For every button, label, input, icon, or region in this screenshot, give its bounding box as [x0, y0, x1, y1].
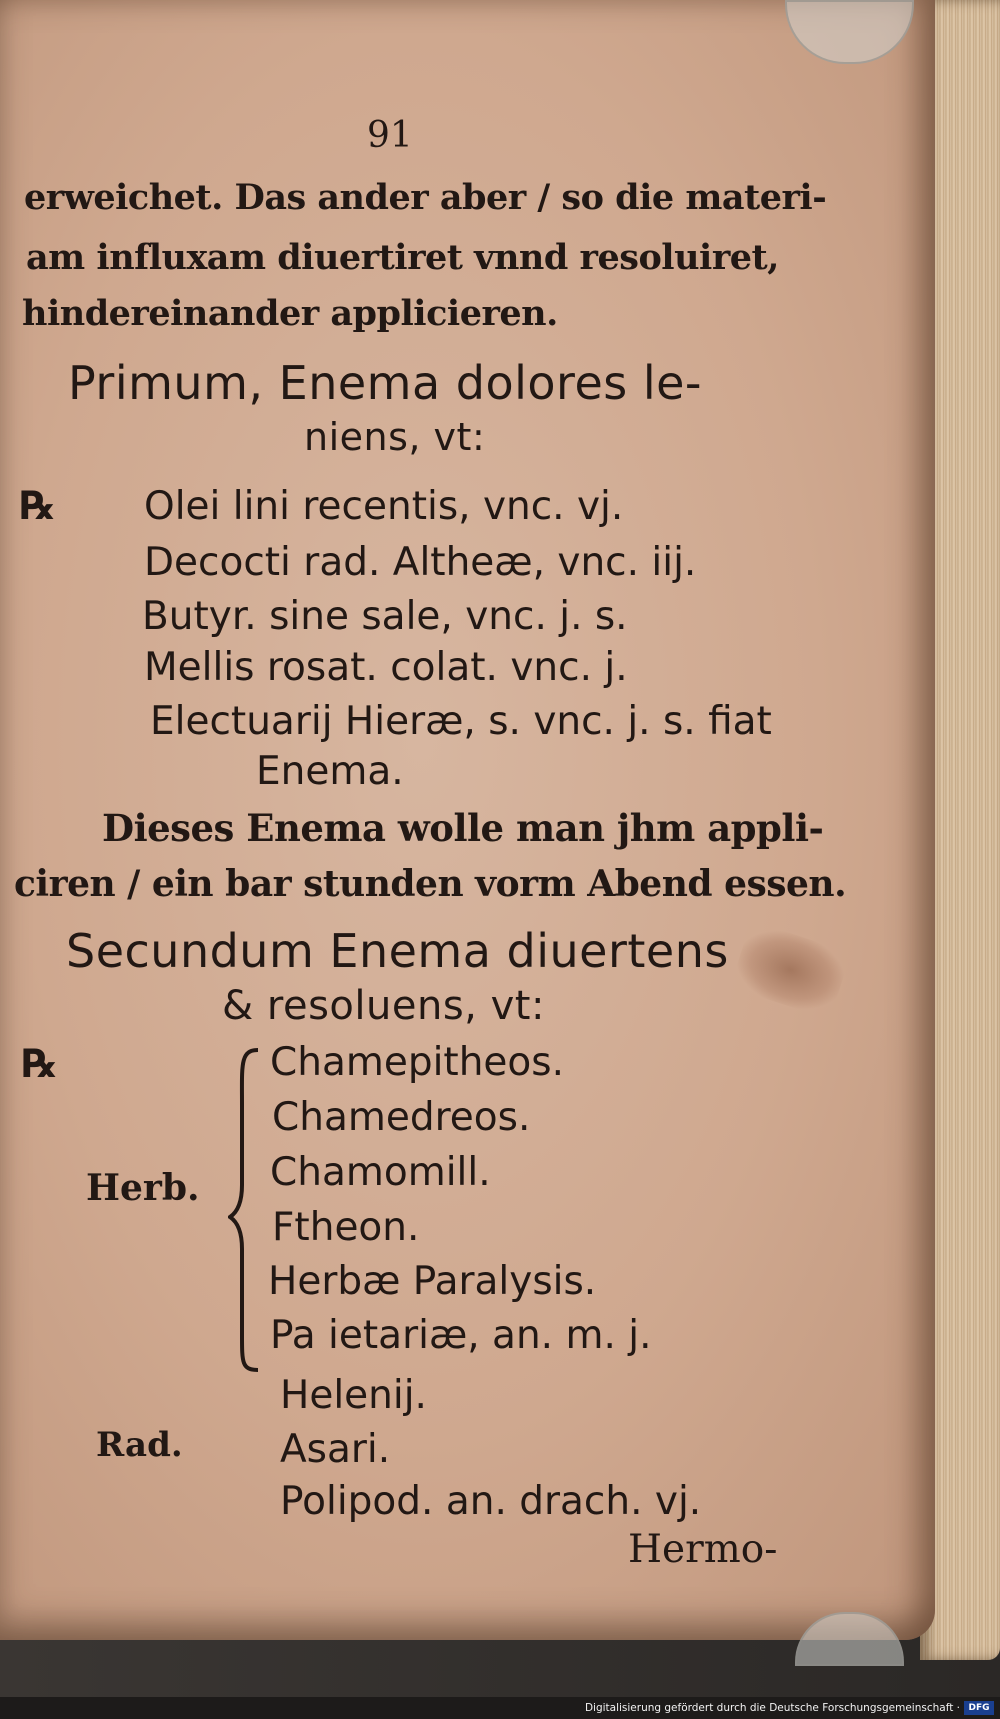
- ingredient-helenij: Helenij.: [280, 1373, 427, 1418]
- ingredient-polipod: Polipod. an. drach. vj.: [280, 1479, 702, 1524]
- ingredient-line-3: Butyr. sine sale, vnc. j. s.: [142, 594, 628, 639]
- herb-item-1: Chamepitheos.: [270, 1040, 565, 1085]
- herb-item-4: Ftheon.: [272, 1205, 420, 1250]
- recipe-symbol-1: ℞: [20, 484, 55, 529]
- page-number: 91: [367, 115, 413, 156]
- text-line-3: hindereinander applicieren.: [22, 293, 558, 334]
- dfg-logo: DFG: [964, 1701, 994, 1715]
- heading-secundum: Secundum Enema diuertens: [66, 924, 729, 978]
- text-line-2: am influxam diuertiret vnnd resoluiret,: [26, 237, 779, 278]
- herb-item-5: Herbæ Paralysis.: [268, 1259, 597, 1304]
- herb-item-3: Chamomill.: [270, 1150, 491, 1195]
- ingredient-line-1: Olei lini recentis, vnc. vj.: [144, 484, 624, 529]
- ingredient-line-6: Enema.: [256, 749, 404, 794]
- ingredient-line-5: Electuarij Hieræ, s. vnc. j. s. fiat: [150, 699, 772, 744]
- text-line-1: erweichet. Das ander aber / so die materi-: [24, 177, 827, 218]
- heading-primum-cont: niens, vt:: [304, 415, 486, 459]
- funding-credit: Digitalisierung gefördert durch die Deutsche Forschungsgemeinschaft ·: [584, 1702, 960, 1714]
- catchword: Hermo-: [628, 1527, 778, 1572]
- heading-primum: Primum, Enema dolores le-: [68, 356, 703, 410]
- heading-secundum-cont: & resoluens, vt:: [222, 983, 545, 1029]
- radix-label: Rad.: [96, 1425, 183, 1465]
- herb-label: Herb.: [86, 1167, 200, 1209]
- text-line-dieses: Dieses Enema wolle man jhm appli-: [102, 806, 824, 850]
- curly-brace: [228, 1045, 268, 1375]
- text-line-ciren: ciren / ein bar stunden vorm Abend essen.: [14, 863, 847, 905]
- ingredient-line-2: Decocti rad. Altheæ, vnc. iij.: [144, 540, 697, 585]
- recipe-symbol-2: ℞: [22, 1042, 57, 1087]
- ingredient-line-4: Mellis rosat. colat. vnc. j.: [144, 645, 628, 690]
- footer-bar: [0, 1697, 1000, 1719]
- herb-item-2: Chamedreos.: [272, 1095, 531, 1140]
- ingredient-asari: Asari.: [280, 1427, 391, 1472]
- herb-item-6: Pa ietariæ, an. m. j.: [270, 1313, 652, 1358]
